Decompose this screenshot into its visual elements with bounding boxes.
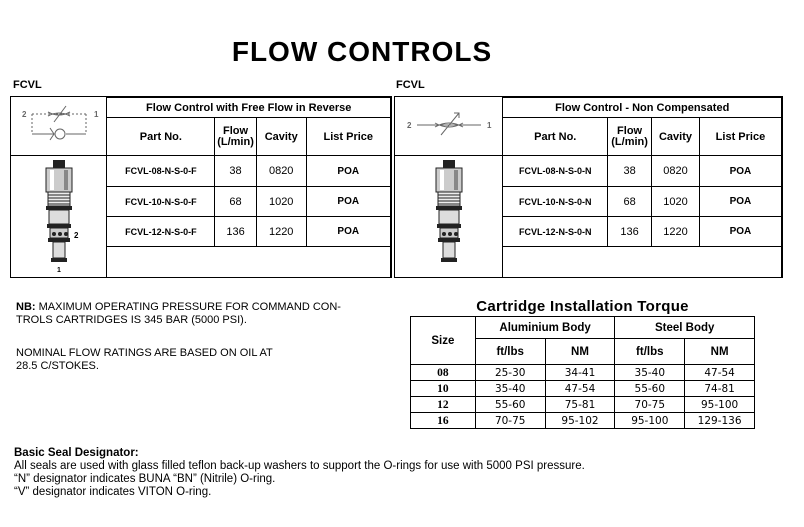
table-cell: 08 (411, 365, 476, 381)
table-row (411, 413, 755, 429)
empty-row (503, 247, 782, 278)
right-cartridge-image (395, 156, 503, 278)
page-title: FLOW CONTROLS (231, 36, 493, 67)
right-col-cavity: Cavity (652, 118, 700, 156)
table-row (411, 381, 755, 397)
flow-control-symbol-icon (399, 105, 499, 145)
seal-line: “V” designator indicates VITON O-ring. (14, 486, 212, 498)
table-cell: 55-60 (615, 381, 685, 397)
size-header: Size (411, 317, 476, 365)
symbol-port-2-label: 2 (21, 109, 27, 119)
seal-designator-section (14, 447, 585, 499)
table-cell: 1020 (652, 187, 700, 217)
table-cell: 16 (411, 413, 476, 429)
right-hydraulic-symbol (395, 98, 503, 156)
table-cell: 95-100 (615, 413, 685, 429)
left-table-heading: Flow Control with Free Flow in Reverse (107, 98, 391, 118)
left-product-panel (10, 96, 392, 278)
seal-line: “N” designator indicates BUNA “BN” (Nitrile) O-ring. (14, 473, 276, 485)
table-cell: FCVL-08-N-S-0-F (107, 156, 215, 187)
table-cell: FCVL-10-N-S-0-N (503, 187, 608, 217)
table-cell: POA (306, 217, 390, 247)
table-cell: POA (306, 156, 390, 187)
steel-header: Steel Body (615, 317, 755, 339)
table-cell: 47-54 (685, 365, 755, 381)
left-section-label: FCVL (13, 79, 42, 91)
table-cell: 38 (215, 156, 257, 187)
flow-rating-note: NOMINAL FLOW RATINGS ARE BASED ON OIL AT 28.5 C/STOKES. (16, 347, 273, 372)
table-row (411, 365, 755, 381)
table-cell: 136 (608, 217, 652, 247)
flow-control-check-symbol-icon (14, 102, 104, 148)
table-cell: FCVL-08-N-S-0-N (503, 156, 608, 187)
right-col-part: Part No. (503, 118, 608, 156)
table-cell: 68 (215, 187, 257, 217)
right-table-heading: Flow Control - Non Compensated (503, 98, 782, 118)
table-cell: FCVL-12-N-S-0-N (503, 217, 608, 247)
table-cell: POA (699, 187, 781, 217)
table-cell: 68 (608, 187, 652, 217)
table-cell: POA (699, 156, 781, 187)
right-product-panel (394, 96, 783, 278)
table-cell: 55-60 (475, 397, 545, 413)
table-cell: 0820 (652, 156, 700, 187)
table-cell: 74-81 (685, 381, 755, 397)
table-cell: 95-100 (685, 397, 755, 413)
torque-table (410, 316, 755, 429)
table-cell: 95-102 (545, 413, 615, 429)
left-hydraulic-symbol (11, 98, 107, 156)
symbol-port-1-label: 1 (486, 120, 492, 130)
torque-title: Cartridge Installation Torque (476, 298, 689, 315)
unit-header: ft/lbs (475, 339, 545, 365)
table-cell: 35-40 (475, 381, 545, 397)
table-cell: 1220 (256, 217, 306, 247)
aluminium-header: Aluminium Body (475, 317, 615, 339)
left-cartridge-image (11, 156, 107, 278)
table-cell: 75-81 (545, 397, 615, 413)
pressure-note: NB: MAXIMUM OPERATING PRESSURE FOR COMMAND CON- TROLS CARTRIDGES IS 345 BAR (5000 PSI). (16, 301, 341, 326)
table-cell: 0820 (256, 156, 306, 187)
table-cell: 35-40 (615, 365, 685, 381)
cartridge-valve-icon (24, 156, 94, 274)
seal-line: All seals are used with glass filled teflon back-up washers to support the O-rings for use with 5000 PSI pressure. (14, 460, 585, 472)
right-col-flow: Flow (L/min) (608, 118, 652, 156)
left-col-cavity: Cavity (256, 118, 306, 156)
table-cell: 25-30 (475, 365, 545, 381)
table-cell: 10 (411, 381, 476, 397)
table-cell: 12 (411, 397, 476, 413)
table-cell: POA (699, 217, 781, 247)
table-cell: 1220 (652, 217, 700, 247)
symbol-port-2-label: 2 (406, 120, 412, 130)
left-col-price: List Price (306, 118, 390, 156)
table-cell: 1020 (256, 187, 306, 217)
seal-title: Basic Seal Designator: (14, 447, 139, 459)
table-cell: 34-41 (545, 365, 615, 381)
table-cell: 70-75 (615, 397, 685, 413)
unit-header: NM (685, 339, 755, 365)
table-row (411, 397, 755, 413)
table-cell: 129-136 (685, 413, 755, 429)
empty-row (107, 247, 391, 278)
symbol-port-1-label: 1 (93, 109, 99, 119)
unit-header: ft/lbs (615, 339, 685, 365)
table-cell: 47-54 (545, 381, 615, 397)
table-cell: FCVL-12-N-S-0-F (107, 217, 215, 247)
cartridge-port-1-label: 1 (56, 267, 61, 275)
unit-header: NM (545, 339, 615, 365)
table-cell: 70-75 (475, 413, 545, 429)
left-col-part: Part No. (107, 118, 215, 156)
table-cell: POA (306, 187, 390, 217)
cartridge-port-2-label: 2 (73, 231, 79, 241)
table-cell: 38 (608, 156, 652, 187)
table-cell: 136 (215, 217, 257, 247)
left-col-flow: Flow (L/min) (215, 118, 257, 156)
right-section-label: FCVL (396, 79, 425, 91)
right-col-price: List Price (699, 118, 781, 156)
table-cell: FCVL-10-N-S-0-F (107, 187, 215, 217)
cartridge-valve-icon (414, 156, 484, 274)
